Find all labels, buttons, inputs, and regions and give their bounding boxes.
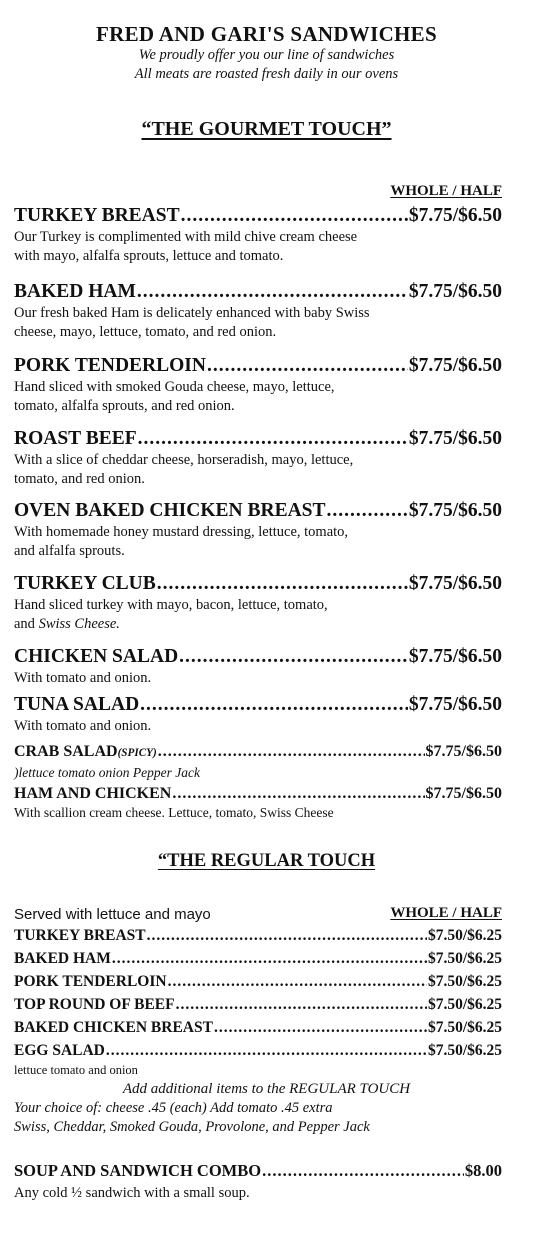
leader-dots — [181, 205, 408, 227]
item-price: $7.50/$6.25 — [427, 927, 502, 944]
item-price: $7.50/$6.25 — [427, 973, 502, 990]
menu-item-crab-salad — [14, 742, 502, 781]
leader-dots — [262, 1161, 464, 1180]
combo-description: Any cold ½ sandwich with a small soup. — [14, 1185, 250, 1201]
item-name: TUNA SALAD — [14, 694, 140, 715]
menu-item-chicken-salad — [14, 646, 502, 688]
item-description: Hand sliced turkey with mayo, bacon, lettuce, tomato, and Swiss Cheese. — [14, 597, 328, 632]
regular-item-turkey-breast — [14, 926, 502, 945]
leader-dots — [137, 281, 408, 303]
item-name: SOUP AND SANDWICH COMBO — [14, 1161, 262, 1180]
item-description: With tomato and onion. — [14, 670, 152, 686]
served-with-note: Served with lettuce and mayo — [14, 906, 211, 923]
tagline-2: All meats are roasted fresh daily in our ovens — [134, 66, 399, 82]
menu-item-baked-ham — [14, 281, 502, 342]
item-description: With tomato and onion. — [14, 718, 152, 734]
item-price: $7.75/$6.50 — [425, 743, 502, 760]
leader-dots — [158, 742, 425, 761]
item-description: With scallion cream cheese. Lettuce, tomato, Swiss Cheese — [14, 805, 334, 820]
leader-dots — [327, 500, 408, 522]
leader-dots — [179, 646, 408, 668]
regular-item-pork-tenderloin — [14, 972, 502, 991]
menu-item-tuna-salad — [14, 694, 502, 736]
item-name: BAKED HAM — [14, 950, 111, 967]
item-name: BAKED HAM — [14, 281, 136, 302]
regular-item-baked-chicken-breast — [14, 1018, 502, 1037]
item-name: OVEN BAKED CHICKEN BREAST — [14, 500, 326, 521]
item-price: $7.75/$6.50 — [408, 694, 502, 715]
leader-dots — [106, 1041, 427, 1060]
item-name: PORK TENDERLOIN — [14, 973, 167, 990]
item-name: TURKEY BREAST — [14, 205, 180, 226]
item-name: ROAST BEEF — [14, 428, 137, 449]
regular-item-top-round-of-beef — [14, 995, 502, 1014]
item-name: TURKEY CLUB — [14, 573, 156, 594]
item-name: TOP ROUND OF BEEF — [14, 996, 175, 1013]
item-price: $7.50/$6.25 — [427, 950, 502, 967]
combo-item — [14, 1161, 502, 1180]
restaurant-title: FRED AND GARI'S SANDWICHES — [96, 22, 437, 46]
item-name: TURKEY BREAST — [14, 927, 146, 944]
item-price: $7.75/$6.50 — [408, 500, 502, 521]
item-name: BAKED CHICKEN BREAST — [14, 1019, 213, 1036]
addons-line-2: Swiss, Cheddar, Smoked Gouda, Provolone, and Pepper Jack — [14, 1119, 370, 1135]
item-description: )lettuce tomato onion Pepper Jack — [14, 765, 200, 780]
item-price: $7.75/$6.50 — [408, 281, 502, 302]
regular-size-header: WHOLE / HALF — [390, 905, 502, 921]
menu-item-roast-beef — [14, 428, 502, 489]
regular-section-title: “THE REGULAR TOUCH — [157, 851, 376, 871]
item-description: Our fresh baked Ham is delicately enhanced with baby Swiss cheese, mayo, lettuce, tomato, and red onion. — [14, 305, 370, 340]
item-price: $8.00 — [464, 1161, 502, 1180]
leader-dots — [176, 995, 427, 1014]
leader-dots — [112, 949, 427, 968]
egg-salad-note: lettuce tomato and onion — [14, 1063, 138, 1077]
menu-item-turkey-breast — [14, 205, 502, 266]
item-price: $7.75/$6.50 — [408, 646, 502, 667]
item-name: EGG SALAD — [14, 1042, 105, 1059]
tagline-1: We proudly offer you our line of sandwiches — [138, 47, 395, 63]
item-name: CHICKEN SALAD — [14, 646, 179, 667]
leader-dots — [140, 694, 408, 716]
item-price: $7.75/$6.50 — [425, 785, 502, 802]
item-price: $7.75/$6.50 — [408, 428, 502, 449]
item-price: $7.75/$6.50 — [408, 355, 502, 376]
item-price: $7.50/$6.25 — [427, 996, 502, 1013]
item-description: Hand sliced with smoked Gouda cheese, mayo, lettuce, tomato, alfalfa sprouts, and red onion. — [14, 379, 335, 414]
item-price: $7.50/$6.25 — [427, 1019, 502, 1036]
leader-dots — [147, 926, 427, 945]
item-description: With homemade honey mustard dressing, lettuce, tomato, and alfalfa sprouts. — [14, 524, 349, 559]
addons-line-1: Your choice of: cheese .45 (each) Add tomato .45 extra — [14, 1100, 333, 1116]
item-name: CRAB SALAD(SPICY) — [14, 743, 157, 760]
regular-item-egg-salad — [14, 1041, 502, 1060]
menu-item-turkey-club — [14, 573, 502, 634]
leader-dots — [168, 972, 427, 991]
leader-dots — [214, 1018, 427, 1037]
menu-item-ham-and-chicken — [14, 784, 502, 821]
addons-title: Add additional items to the REGULAR TOUCH — [122, 1081, 411, 1097]
menu-item-pork-tenderloin — [14, 355, 502, 416]
item-price: $7.50/$6.25 — [427, 1042, 502, 1059]
regular-item-baked-ham — [14, 949, 502, 968]
item-price: $7.75/$6.50 — [408, 573, 502, 594]
item-description: Our Turkey is complimented with mild chive cream cheese with mayo, alfalfa sprouts, lettuce and tomato. — [14, 229, 358, 264]
menu-item-oven-baked-chicken-breast — [14, 500, 502, 561]
leader-dots — [207, 355, 408, 377]
gourmet-section-title: “THE GOURMET TOUCH” — [141, 118, 392, 140]
item-name: PORK TENDERLOIN — [14, 355, 206, 376]
gourmet-size-header: WHOLE / HALF — [390, 183, 502, 199]
spicy-label: (SPICY) — [117, 747, 157, 759]
leader-dots — [138, 428, 408, 450]
item-price: $7.75/$6.50 — [408, 205, 502, 226]
leader-dots — [172, 784, 424, 803]
item-description: With a slice of cheddar cheese, horseradish, mayo, lettuce, tomato, and red onion. — [14, 452, 354, 487]
item-name: HAM AND CHICKEN — [14, 785, 172, 802]
leader-dots — [157, 573, 408, 595]
